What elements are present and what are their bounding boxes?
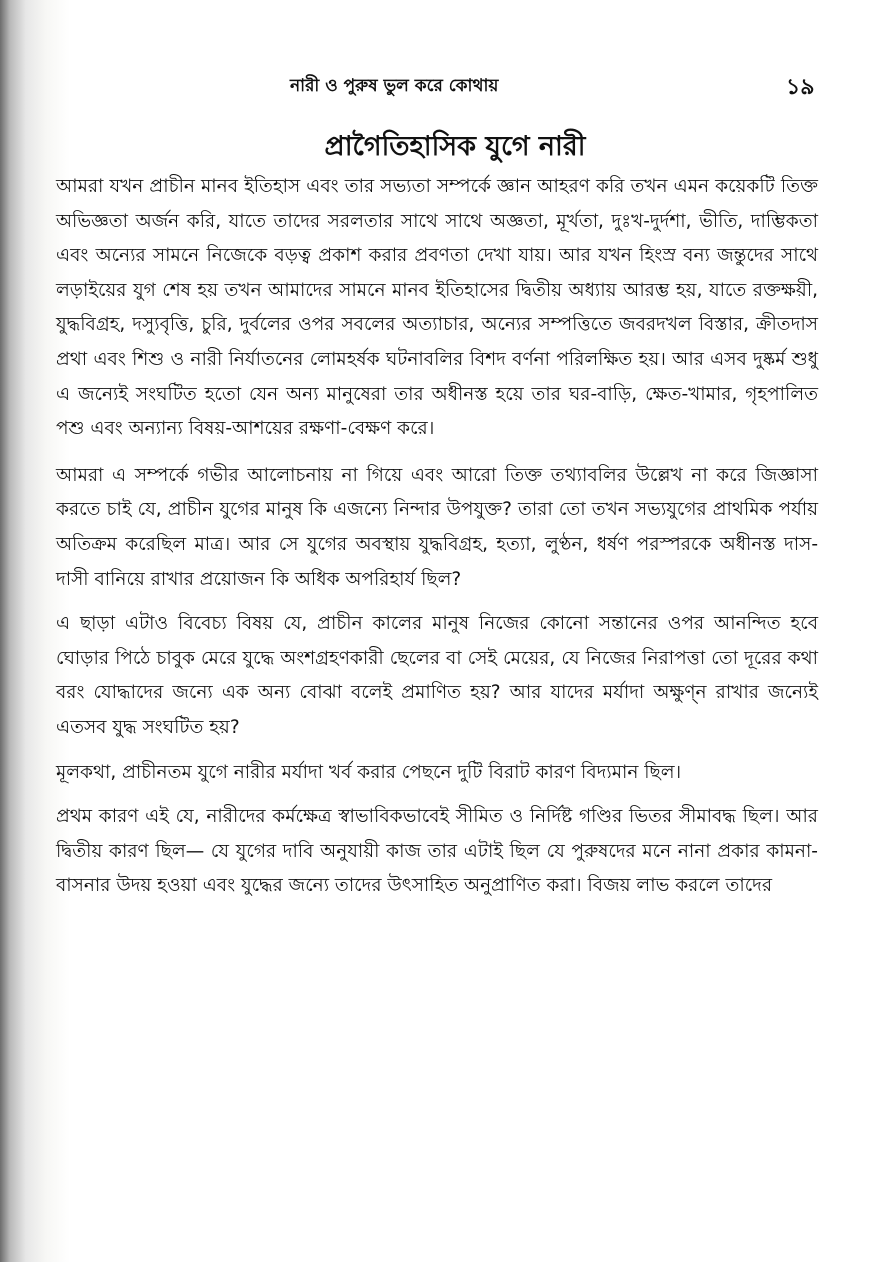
paragraph: আমরা যখন প্রাচীন মানব ইতিহাস এবং তার সভ্যতা সম্পর্কে জ্ঞান আহরণ করি তখন এমন কয়েকটি তিক্ত অভিজ্ঞতা অর্জন করি, যাতে তাদের সরলতার সাথে সাথে অজ্ঞতা, মূর্খতা, দুঃখ-দুর্দশা, ভীতি, দাম্ভিকতা এবং অন্যের সামনে নিজেকে বড়ত্ব প্রকাশ করার প্রবণতা দেখা যায়। আর যখন হিংস্র বন্য জন্তুদের সাথে লড়াইয়ের যুগ শেষ হয় তখন আমাদের সামনে মানব ইতিহাসের দ্বিতীয় অধ্যায় আরম্ভ হয়, যাতে রক্তক্ষয়ী, যুদ্ধবিগ্রহ, দস্যুবৃত্তি, চুরি, দুর্বলের ওপর সবলের অত্যাচার, অন্যের সম্পত্তিতে জবরদখল বিস্তার, ক্রীতদাস প্রথা এবং শিশু ও নারী নির্যাতনের লোমহর্ষক ঘটনাবলির বিশদ বর্ণনা পরিলক্ষিত হয়। আর এসব দুষ্কর্ম শুধু এ জন্যেই সংঘটিত হতো যেন অন্য মানুষেরা তার অধীনস্ত হয়ে তার ঘর-বাড়ি, ক্ষেত-খামার, গৃহপালিত পশু এবং অন্যান্য বিষয়-আশয়ের রক্ষণা-বেক্ষণ করে। (56, 176, 818, 440)
body-text (56, 170, 818, 914)
chapter-title: প্রাগৈতিহাসিক যুগে নারী (324, 131, 586, 162)
page-number: ১৯ (786, 75, 815, 100)
running-header: নারী ও পুরুষ ভুল করে কোথায় (290, 76, 499, 96)
paragraph: আমরা এ সম্পর্কে গভীর আলোচনায় না গিয়ে এবং আরো তিক্ত তথ্যাবলির উল্লেখ না করে জিজ্ঞাসা করতে চাই যে, প্রাচীন যুগের মানুষ কি এজন্যে নিন্দার উপযুক্ত? তারা তো তখন সভ্যযুগের প্রাথমিক পর্যায় অতিক্রম করেছিল মাত্র। আর সে যুগের অবস্থায় যুদ্ধবিগ্রহ, হত্যা, লুণ্ঠন, ধর্ষণ পরস্পরকে অধীনস্ত দাস-দাসী বানিয়ে রাখার প্রয়োজন কি অধিক অপরিহার্য ছিল? (56, 464, 818, 590)
paragraph: মূলকথা, প্রাচীনতম যুগে নারীর মর্যাদা খর্ব করার পেছনে দুটি বিরাট কারণ বিদ্যমান ছিল। (56, 761, 682, 783)
paragraph: এ ছাড়া এটাও বিবেচ্য বিষয় যে, প্রাচীন কালের মানুষ নিজের কোনো সন্তানের ওপর আনন্দিত হবে ঘোড়ার পিঠে চাবুক মেরে যুদ্ধে অংশগ্রহণকারী ছেলের বা সেই মেয়ের, যে নিজের নিরাপত্তা তো দূরের কথা বরং যোদ্ধাদের জন্যে এক অন্য বোঝা বলেই প্রমাণিত হয়? আর যাদের মর্যাদা অক্ষুণ্ন রাখার জন্যেই এতসব যুদ্ধ সংঘটিত হয়? (56, 613, 818, 738)
paragraph: প্রথম কারণ এই যে, নারীদের কর্মক্ষেত্র স্বাভাবিকভাবেই সীমিত ও নির্দিষ্ট গণ্ডির ভিতর সীমাবদ্ধ ছিল। আর দ্বিতীয় কারণ ছিল— যে যুগের দাবি অনুযায়ী কাজ তার এটাই ছিল যে পুরুষদের মনে নানা প্রকার কামনা-বাসনার উদয় হওয়া এবং যুদ্ধের জন্যে তাদের উৎসাহিত অনুপ্রাণিত করা। বিজয় লাভ করলে তাদের (56, 806, 818, 897)
